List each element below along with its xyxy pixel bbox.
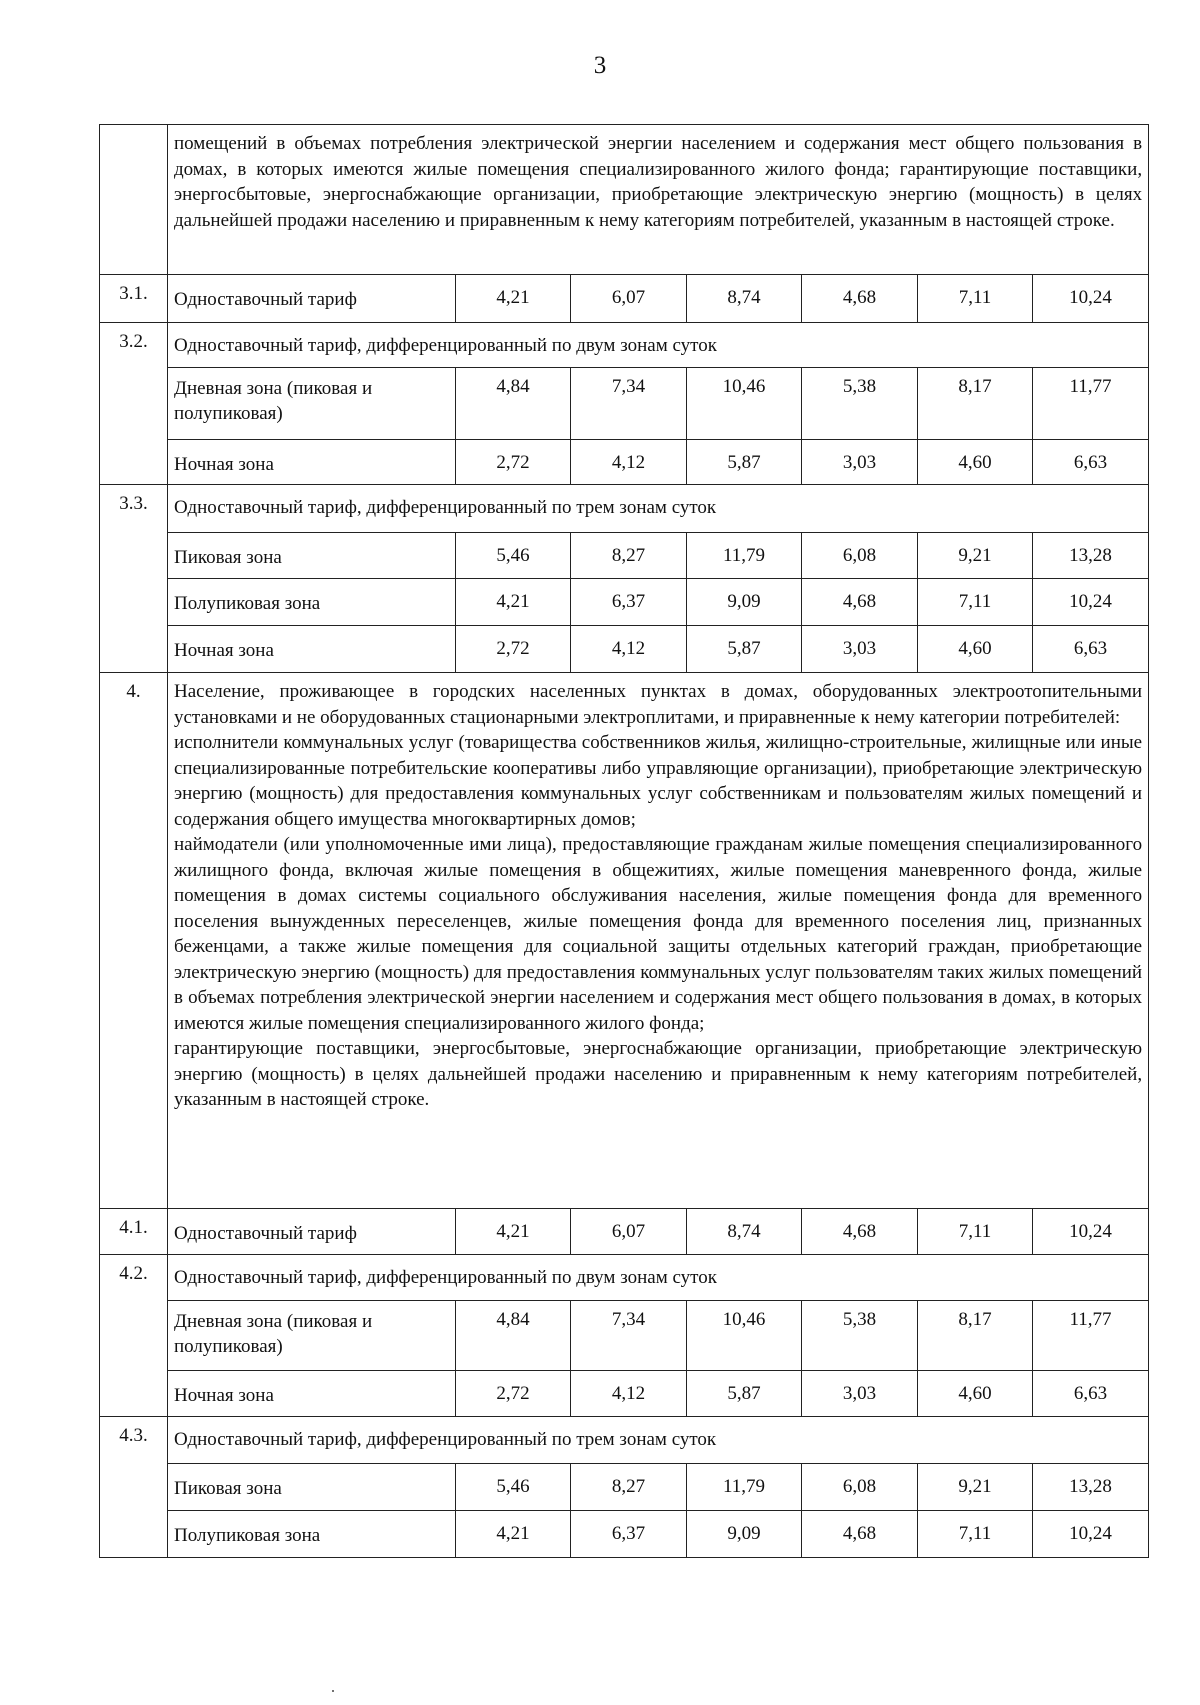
row-number: 4. [100, 673, 168, 1209]
tariff-value: 2,72 [456, 626, 571, 673]
tariff-value: 3,03 [802, 626, 918, 673]
tariff-value: 10,46 [687, 368, 802, 440]
tariff-value: 4,12 [571, 626, 687, 673]
tariff-value: 8,27 [571, 533, 687, 579]
scan-speck [332, 1690, 334, 1692]
section-title: Одноставочный тариф, дифференцированный по двум зонам суток [168, 323, 1149, 368]
tariff-value: 7,11 [918, 1511, 1033, 1558]
row-number-cell [100, 1511, 168, 1558]
table-row-section-3-text [100, 125, 1149, 275]
tariff-value: 4,68 [802, 579, 918, 626]
tariff-value: 10,24 [1033, 1209, 1149, 1255]
tariff-value: 8,27 [571, 1464, 687, 1511]
description-paragraph: исполнители коммунальных услуг (товарищества собственников жилья, жилищно-строительные, жилищные или иные специализированные потребительские кооперативы либо управляющие организации), приобретающие электрическую энергию (мощность) для предоставления коммунальных услуг собственникам и пользователям жилых помещений и содержания общего имущества многоквартирных домов; [174, 732, 1143, 830]
tariff-table [99, 124, 1149, 1558]
tariff-value: 4,68 [802, 1511, 918, 1558]
tariff-label: Ночная зона [168, 626, 456, 673]
row-number: 3.3. [100, 485, 168, 533]
tariff-value: 4,12 [571, 440, 687, 485]
table-row [100, 1255, 1149, 1301]
tariff-value: 6,63 [1033, 626, 1149, 673]
description-paragraph: наймодатели (или уполномоченные ими лица), предоставляющие гражданам жилые помещения специализированного жилищного фонда, включая жилые помещения в общежитиях, жилые помещения маневренного фонда, жилые помещения в домах системы социального обслуживания населения, жилые помещения фонда для временного поселения вынужденных переселенцев, жилые помещения фонда для временного поселения лиц, признанных беженцами, а также жилые помещения для социальной защиты отдельных категорий граждан, приобретающие электрическую энергию (мощность) для предоставления коммунальных услуг пользователям таких жилых помещений в объемах потребления электрической энергии населением и содержания мест общего пользования в домах, в которых имеются жилые помещения специализированного жилого фонда; [174, 834, 1143, 1034]
tariff-value: 5,46 [456, 533, 571, 579]
table-row [100, 368, 1149, 440]
tariff-value: 4,84 [456, 1301, 571, 1371]
tariff-value: 9,09 [687, 579, 802, 626]
tariff-value: 4,21 [456, 579, 571, 626]
tariff-value: 4,84 [456, 368, 571, 440]
table-row-section-4 [100, 673, 1149, 1209]
tariff-value: 3,03 [802, 1371, 918, 1417]
tariff-value: 10,24 [1033, 579, 1149, 626]
row-number: 4.2. [100, 1255, 168, 1301]
tariff-value: 4,68 [802, 1209, 918, 1255]
tariff-value: 3,03 [802, 440, 918, 485]
tariff-value: 2,72 [456, 1371, 571, 1417]
table-row [100, 626, 1149, 673]
row-number: 4.1. [100, 1209, 168, 1255]
table-row [100, 533, 1149, 579]
row-number: 4.3. [100, 1417, 168, 1464]
tariff-value: 4,12 [571, 1371, 687, 1417]
tariff-value: 4,60 [918, 1371, 1033, 1417]
tariff-value: 7,34 [571, 1301, 687, 1371]
section-description: помещений в объемах потребления электрической энергии населением и содержания мест общего пользования в домах, в которых имеются жилые помещения специализированного жилого фонда; гарантирующие поставщики, энергосбытовые, энергоснабжающие организации, приобретающие электрическую энергию (мощность) в целях дальнейшей продажи населению и приравненным к нему категориям потребителей, указанным в настоящей строке. [168, 125, 1149, 275]
tariff-value: 4,60 [918, 440, 1033, 485]
tariff-value: 13,28 [1033, 533, 1149, 579]
section-title: Одноставочный тариф, дифференцированный по двум зонам суток [168, 1255, 1149, 1301]
tariff-value: 10,46 [687, 1301, 802, 1371]
tariff-value: 4,68 [802, 275, 918, 323]
tariff-value: 8,74 [687, 1209, 802, 1255]
tariff-value: 4,21 [456, 1209, 571, 1255]
tariff-value: 6,07 [571, 1209, 687, 1255]
tariff-value: 9,21 [918, 533, 1033, 579]
tariff-value: 4,21 [456, 275, 571, 323]
tariff-value: 8,74 [687, 275, 802, 323]
tariff-label-text: Дневная зона (пиковая и полупиковая) [174, 1311, 373, 1357]
row-number-cell [100, 125, 168, 275]
row-number-cell [100, 368, 168, 440]
description-paragraph: гарантирующие поставщики, энергосбытовые, энергоснабжающие организации, приобретающие электрическую энергию (мощность) в целях дальнейшей продажи населению и приравненным к нему категориям потребителей, указанным в настоящей строке. [174, 1038, 1143, 1110]
row-number-cell [100, 440, 168, 485]
row-number-cell [100, 626, 168, 673]
tariff-value: 4,21 [456, 1511, 571, 1558]
tariff-value: 9,09 [687, 1511, 802, 1558]
tariff-value: 8,17 [918, 1301, 1033, 1371]
table-row [100, 440, 1149, 485]
table-row [100, 1301, 1149, 1371]
table-row [100, 1511, 1149, 1558]
section-description [168, 673, 1149, 1209]
tariff-label-text: Дневная зона (пиковая и полупиковая) [174, 378, 373, 424]
table-row [100, 1417, 1149, 1464]
tariff-label: Полупиковая зона [168, 579, 456, 626]
tariff-value: 10,24 [1033, 275, 1149, 323]
tariff-value: 11,79 [687, 1464, 802, 1511]
tariff-value: 6,63 [1033, 1371, 1149, 1417]
tariff-value: 2,72 [456, 440, 571, 485]
tariff-value: 7,34 [571, 368, 687, 440]
tariff-label [168, 1301, 456, 1371]
row-number-cell [100, 1301, 168, 1371]
tariff-label: Одноставочный тариф [168, 1209, 456, 1255]
tariff-value: 6,37 [571, 1511, 687, 1558]
tariff-value: 11,77 [1033, 1301, 1149, 1371]
tariff-value: 6,37 [571, 579, 687, 626]
section-title: Одноставочный тариф, дифференцированный по трем зонам суток [168, 485, 1149, 533]
tariff-value: 6,08 [802, 533, 918, 579]
row-number-cell [100, 1371, 168, 1417]
tariff-label: Ночная зона [168, 440, 456, 485]
table-row [100, 1371, 1149, 1417]
row-number-cell [100, 533, 168, 579]
tariff-value: 7,11 [918, 1209, 1033, 1255]
tariff-value: 9,21 [918, 1464, 1033, 1511]
tariff-label: Полупиковая зона [168, 1511, 456, 1558]
tariff-value: 7,11 [918, 579, 1033, 626]
table-row [100, 579, 1149, 626]
tariff-value: 6,07 [571, 275, 687, 323]
tariff-value: 13,28 [1033, 1464, 1149, 1511]
tariff-label: Пиковая зона [168, 1464, 456, 1511]
tariff-value: 7,11 [918, 275, 1033, 323]
tariff-value: 5,38 [802, 368, 918, 440]
row-number: 3.2. [100, 323, 168, 368]
tariff-value: 5,46 [456, 1464, 571, 1511]
tariff-label: Ночная зона [168, 1371, 456, 1417]
tariff-value: 5,87 [687, 1371, 802, 1417]
description-paragraph: Население, проживающее в городских населенных пунктах в домах, оборудованных электроотопительными установками и не оборудованных стационарными электроплитами, и приравненные к нему категории потребителей: [174, 681, 1143, 728]
table-row [100, 1209, 1149, 1255]
tariff-label: Пиковая зона [168, 533, 456, 579]
tariff-value: 10,24 [1033, 1511, 1149, 1558]
table-row [100, 323, 1149, 368]
tariff-value: 4,60 [918, 626, 1033, 673]
tariff-value: 5,87 [687, 626, 802, 673]
tariff-value: 6,63 [1033, 440, 1149, 485]
tariff-value: 6,08 [802, 1464, 918, 1511]
tariff-value: 11,79 [687, 533, 802, 579]
row-number-cell [100, 579, 168, 626]
page-number: 3 [593, 52, 607, 79]
table-row [100, 275, 1149, 323]
row-number: 3.1. [100, 275, 168, 323]
tariff-value: 8,17 [918, 368, 1033, 440]
table-row [100, 1464, 1149, 1511]
section-title: Одноставочный тариф, дифференцированный по трем зонам суток [168, 1417, 1149, 1464]
tariff-value: 5,38 [802, 1301, 918, 1371]
row-number-cell [100, 1464, 168, 1511]
tariff-label: Одноставочный тариф [168, 275, 456, 323]
tariff-label [168, 368, 456, 440]
tariff-value: 11,77 [1033, 368, 1149, 440]
table-row [100, 485, 1149, 533]
tariff-value: 5,87 [687, 440, 802, 485]
